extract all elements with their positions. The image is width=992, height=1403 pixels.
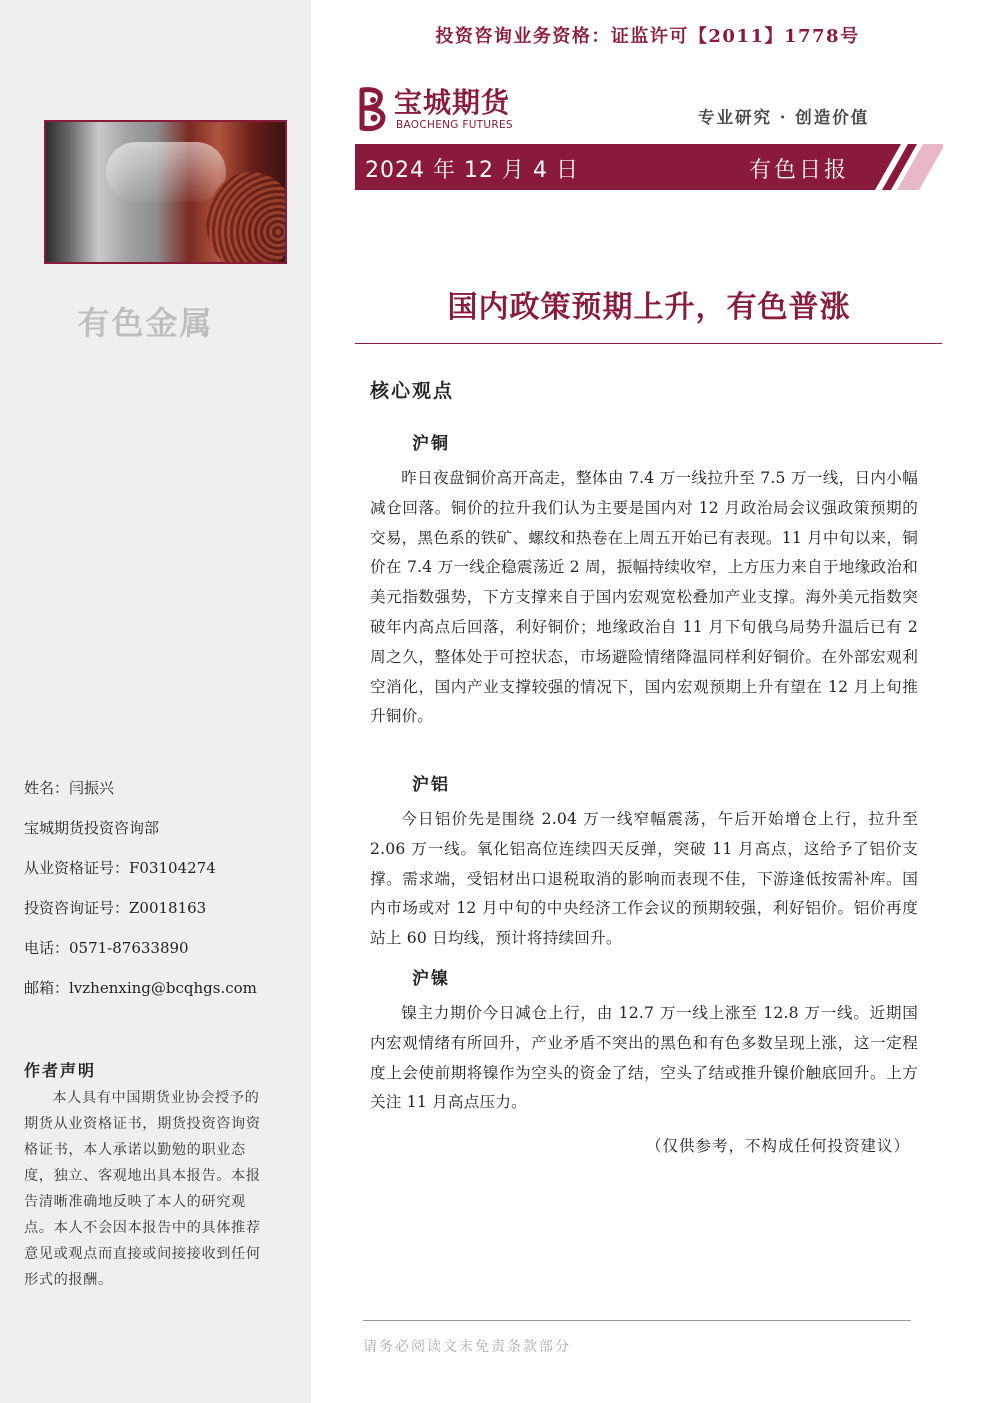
cover-photo-pipe	[106, 142, 226, 202]
logo-mark-icon	[356, 86, 390, 132]
author-name: 姓名：闫振兴	[24, 779, 115, 797]
section-body-nickel: 镍主力期价今日减仓上行，由 12.7 万一线上涨至 12.8 万一线。近期国内宏观情绪有所回升，产业矛盾不突出的黑色和有色多数呈现上涨，这一定程度上会使前期将镍作为空头的资金了结，空头了结或推升镍价触底回升。上方关注 11 月高点压力。	[370, 1004, 918, 1112]
declaration-body: 本人具有中国期货业协会授予的期货从业资格证书，期货投资咨询资格证书，本人承诺以勤勉的职业态度，独立、客观地出具本报告。本报告清晰准确地反映了本人的研究观点。本人不会因本报告中的具体推荐意见或观点而直接或间接接收到任何形式的报酬。	[24, 1090, 261, 1288]
logo-text-cn: 宝城期货	[394, 86, 511, 119]
cover-photo-copper-coil	[206, 172, 287, 264]
author-phone: 电话：0571-87633890	[24, 939, 189, 957]
section-title-copper: 沪铜	[412, 434, 450, 454]
company-logo	[356, 86, 526, 132]
report-type: 有色日报	[748, 158, 849, 183]
cover-photo-metals	[44, 120, 287, 264]
author-info	[24, 778, 294, 1018]
headline-divider	[355, 343, 942, 344]
section-body-aluminum: 今日铝价先是围绕 2.04 万一线窄幅震荡，午后开始增仓上行，拉升至 2.06 万一线。氧化铝高位连续四天反弹，突破 11 月高点，这给予了铝价支撑。需求端，受铝材出口退税取消的影响而表现不佳，下游逢低按需补库。国内市场或对 12 月中旬的中央经济工作会议的预期较强，利好铝价。铝价再度站上 60 日均线，预计将持续回升。	[370, 810, 918, 948]
report-banner	[355, 144, 943, 190]
slogan: 专业研究 · 创造价值	[698, 108, 870, 127]
category-label: 有色金属	[77, 304, 214, 342]
author-consult-license: 投资咨询证号：Z0018163	[24, 899, 207, 917]
section-title-nickel: 沪镍	[412, 969, 450, 989]
logo-text-en: BAOCHENG FUTURES	[396, 119, 513, 131]
section-title-aluminum: 沪铝	[412, 775, 450, 795]
declaration-title: 作者声明	[24, 1061, 97, 1080]
core-view-title: 核心观点	[370, 380, 455, 402]
footer-divider	[363, 1320, 911, 1321]
author-email: 邮箱：lvzhenxing@bcqhgs.com	[24, 979, 257, 997]
author-license: 从业资格证号：F03104274	[24, 859, 216, 877]
author-dept: 宝城期货投资咨询部	[24, 819, 160, 837]
sidebar	[0, 0, 311, 1403]
section-body-copper: 昨日夜盘铜价高开高走，整体由 7.4 万一线拉升至 7.5 万一线，日内小幅减仓回落。铜价的拉升我们认为主要是国内对 12 月政治局会议强政策预期的交易，黑色系的铁矿、螺纹和热卷在上周五开始已有表现。11 月中旬以来，铜价在 7.4 万一线企稳震荡近 2 周，振幅持续收窄，上方压力来自于地缘政治和美元指数强势，下方支撑来自于国内宏观宽松叠加产业支撑。海外美元指数突破年内高点后回落，利好铜价；地缘政治自 11 月下旬俄乌局势升温后已有 2 周之久，整体处于可控状态，市场避险情绪降温同样利好铜价。在外部宏观利空消化，国内产业支撑较强的情况下，国内宏观预期上升有望在 12 月上旬推升铜价。	[370, 469, 918, 726]
qualification-line: 投资咨询业务资格：证监许可【2011】1778号	[435, 26, 860, 47]
investment-disclaimer: （仅供参考，不构成任何投资建议）	[645, 1137, 910, 1155]
footer-note: 请务必阅读文末免责条款部分	[363, 1339, 571, 1355]
report-headline: 国内政策预期上升，有色普涨	[447, 290, 851, 325]
report-date: 2024 年 12 月 4 日	[365, 158, 579, 183]
